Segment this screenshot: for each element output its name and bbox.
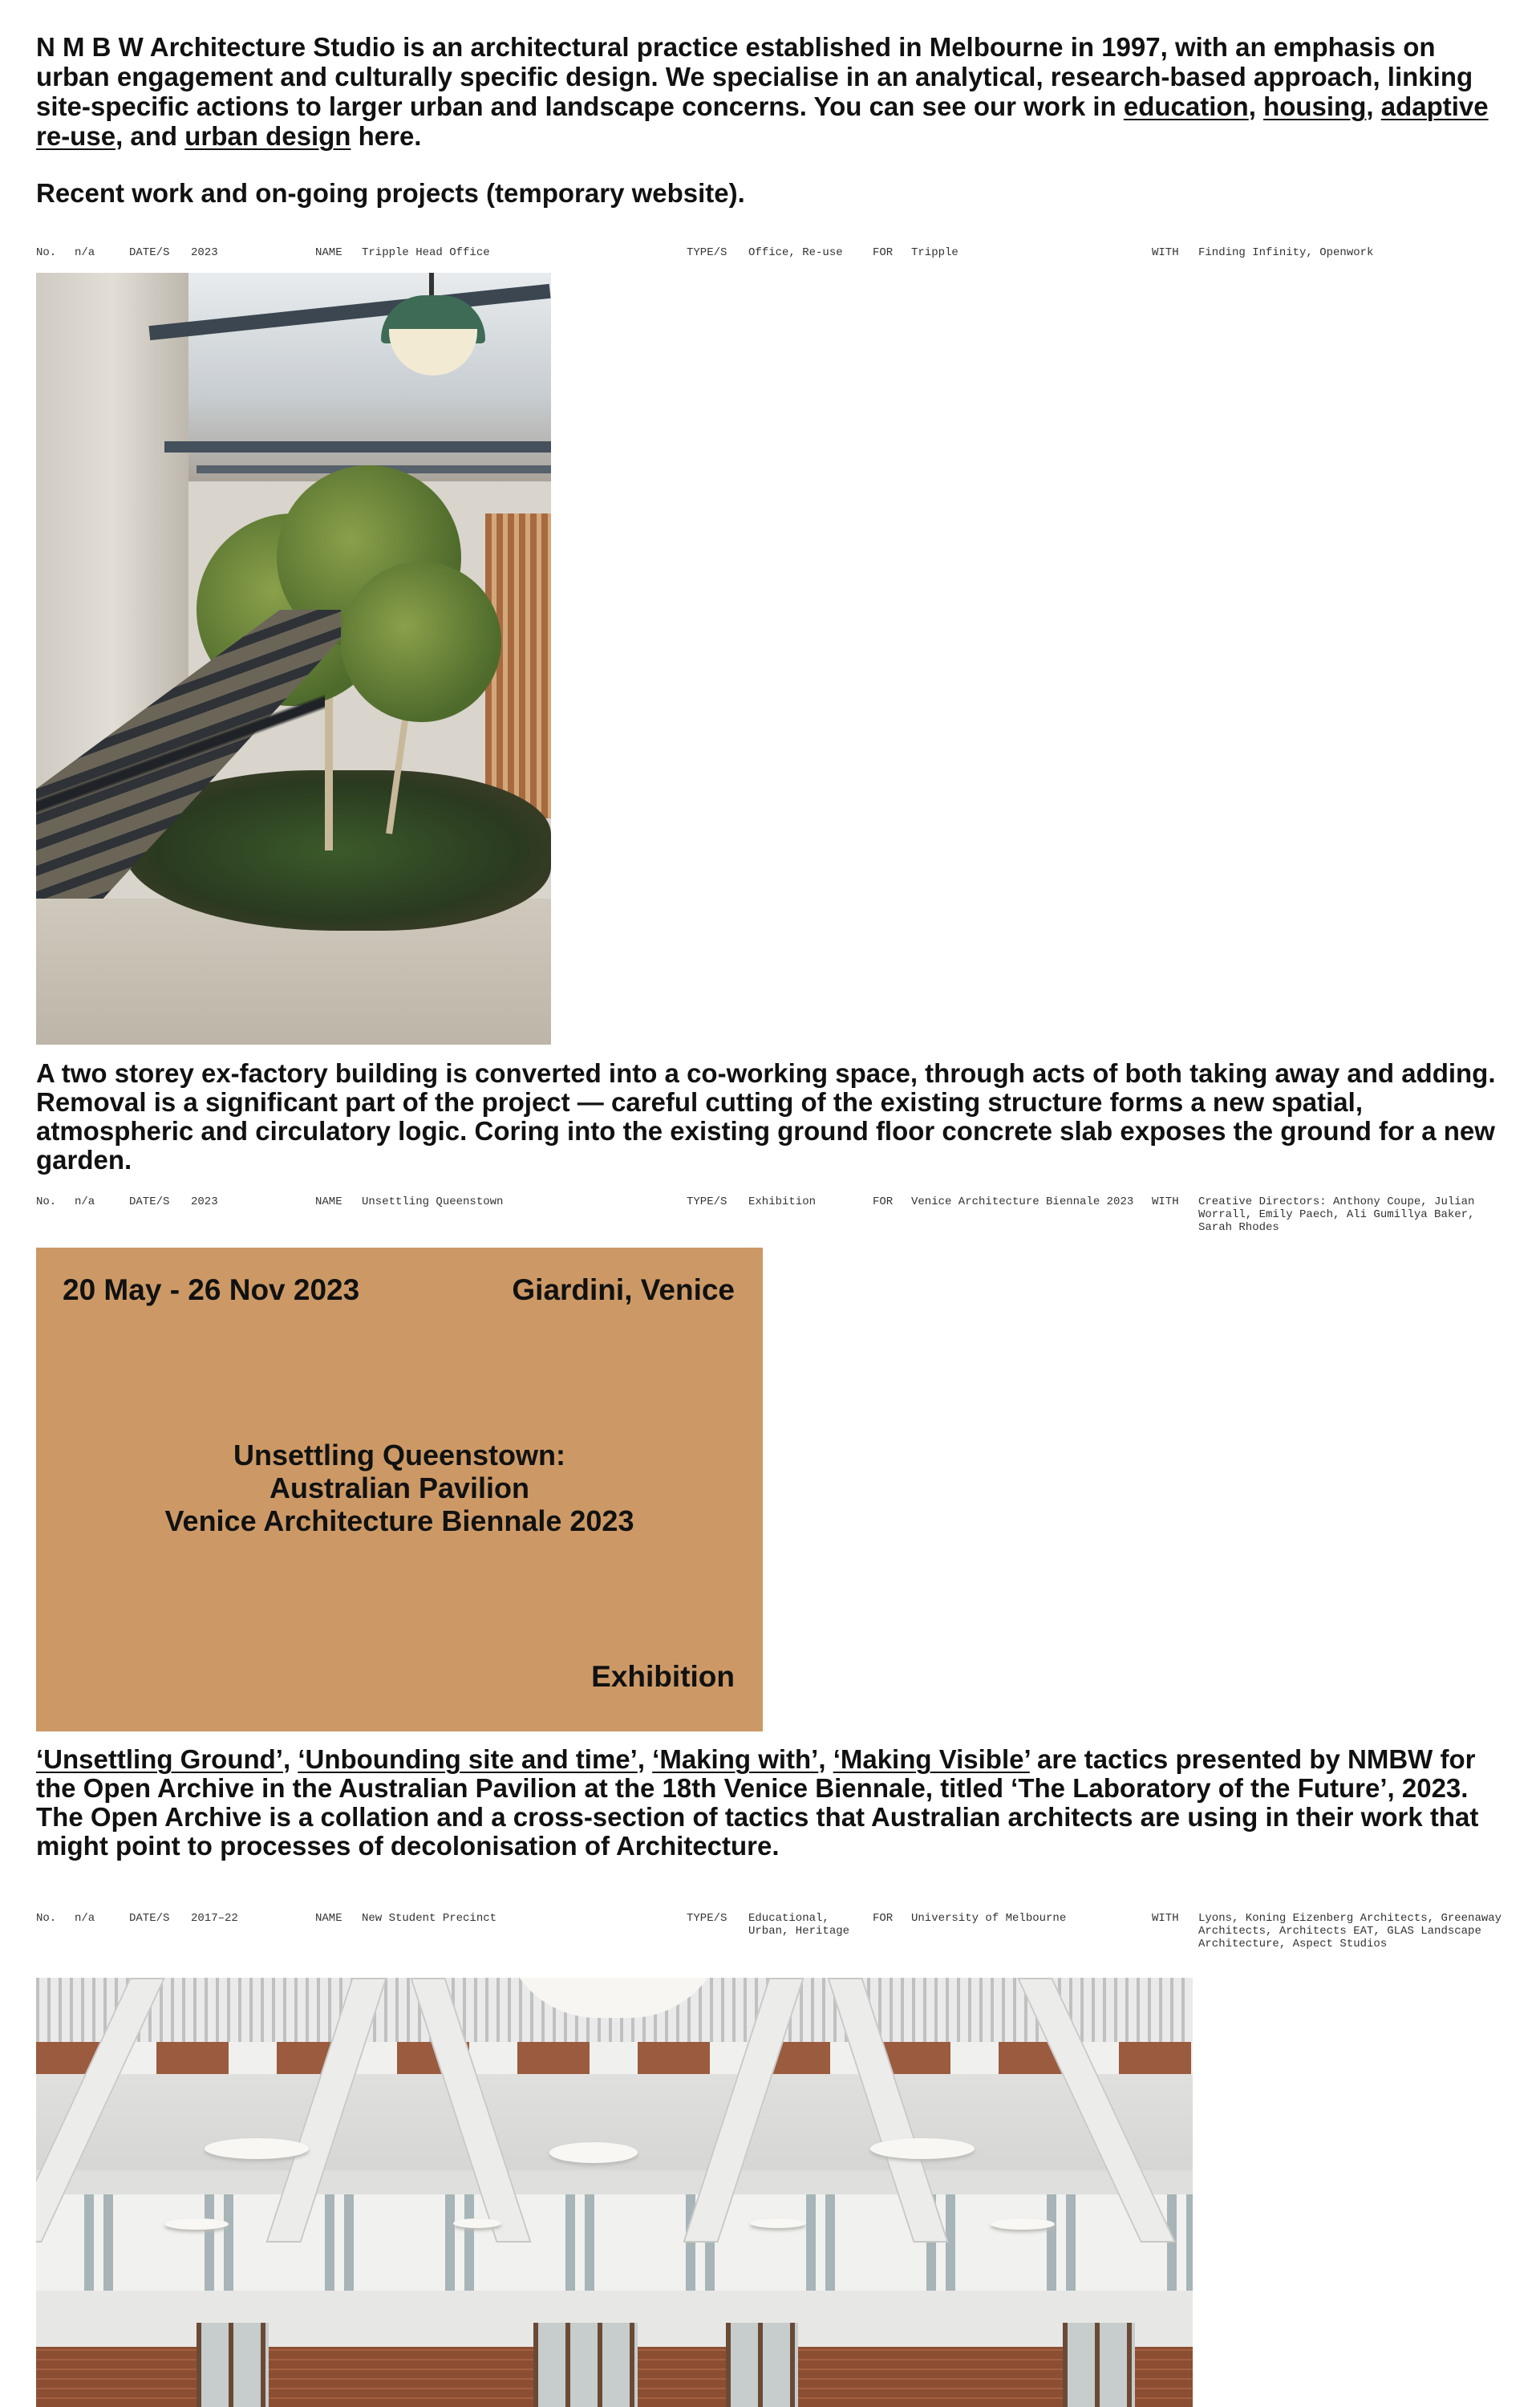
photo-disc-light: [205, 2138, 309, 2159]
project-photo-student-precinct[interactable]: [36, 1978, 1193, 2407]
link-urban-design[interactable]: urban design: [184, 121, 351, 151]
intro-sep: ,: [1248, 91, 1264, 121]
label-name: NAME: [315, 246, 342, 259]
photo-disc-light: [453, 2218, 501, 2228]
description-sep: ,: [818, 1744, 833, 1774]
project-dates: 2023: [191, 1195, 218, 1208]
project-no: n/a: [75, 1195, 95, 1208]
exhibition-title-line: Unsettling Queenstown:: [233, 1439, 565, 1471]
project-description: A two storey ex-factory building is converted into a co-working space, through acts of both taking away and adding. Removal is a significant part of the project — careful cutting of the existing structure forms a new spatial, atmospheric and circulatory logic. Coring into the existing ground floor concrete slab exposes the ground for a new garden.: [36, 1058, 1496, 1175]
photo-lamp-cord: [429, 273, 434, 297]
project-dates: 2023: [191, 246, 218, 259]
photo-beam: [164, 441, 551, 453]
exhibition-venue: Giardini, Venice: [512, 1273, 735, 1306]
project-with: Creative Directors: Anthony Coupe, Julian Worrall, Emily Paech, Ali Gumillya Baker, Sarah Rhodes: [1198, 1195, 1475, 1234]
project-for: Tripple: [911, 246, 958, 259]
project-name: Unsettling Queenstown: [362, 1195, 504, 1208]
link-unsettling-ground[interactable]: ‘Unsettling Ground’: [36, 1744, 283, 1774]
project-types: Educational, Urban, Heritage: [748, 1912, 850, 1938]
label-types: TYPE/S: [687, 1912, 727, 1925]
label-for: FOR: [873, 246, 894, 259]
label-types: TYPE/S: [687, 246, 727, 259]
link-unbounding-site[interactable]: ‘Unbounding site and time’: [298, 1744, 638, 1774]
label-with: WITH: [1152, 246, 1179, 259]
photo-tree-canopy: [341, 562, 501, 722]
photo-brick-band: [36, 2042, 1193, 2074]
description-sep: ,: [282, 1744, 298, 1774]
intro-tail: here.: [351, 121, 422, 151]
intro-sep: , and: [116, 121, 185, 151]
photo-disc-light: [164, 2218, 229, 2230]
exhibition-title-line: Australian Pavilion: [269, 1471, 530, 1504]
label-no: No.: [36, 1912, 57, 1925]
label-no: No.: [36, 246, 57, 259]
project-with: Lyons, Koning Eizenberg Architects, Greenaway Architects, Architects EAT, GLAS Landscape Architecture, Aspect Studios: [1198, 1912, 1502, 1950]
intro-sep: ,: [1366, 91, 1381, 121]
intro-paragraph: [36, 32, 1512, 151]
exhibition-dates: 20 May - 26 Nov 2023: [63, 1273, 360, 1306]
project-name: Tripple Head Office: [362, 246, 490, 259]
intro-lead: N M B W Architecture Studio is an architectural practice established in Melbourne in 1997, with an emphasis on urban engagement and culturally specific design. We specialise in an analytical, research-based approach, linking site-specific actions to larger urban and landscape concerns. You can see our work in: [36, 32, 1473, 121]
project-name: New Student Precinct: [362, 1912, 497, 1925]
label-with: WITH: [1152, 1195, 1179, 1208]
description-sep: ,: [637, 1744, 653, 1774]
project-with: Finding Infinity, Openwork: [1198, 246, 1374, 259]
photo-door: [1063, 2323, 1135, 2407]
project-no: n/a: [75, 1912, 95, 1925]
label-name: NAME: [315, 1195, 342, 1208]
project-no: n/a: [75, 246, 95, 259]
link-making-visible[interactable]: ‘Making Visible’: [833, 1744, 1030, 1774]
photo-disc-light: [870, 2138, 975, 2159]
photo-door: [197, 2323, 269, 2407]
photo-door: [533, 2323, 638, 2407]
project-photo-tripple[interactable]: [36, 273, 551, 1045]
project-for: University of Melbourne: [911, 1912, 1067, 1925]
link-adaptive-reuse[interactable]: adaptive re-use: [36, 91, 1489, 151]
project-description: [36, 1745, 1520, 1861]
photo-tree-trunk: [325, 690, 333, 850]
project-types: Office, Re-use: [748, 246, 843, 259]
project-for: Venice Architecture Biennale 2023: [911, 1195, 1134, 1208]
photo-disc-light: [750, 2218, 806, 2228]
label-name: NAME: [315, 1912, 342, 1925]
description-tail: are tactics presented by NMBW for the Open Archive in the Australian Pavilion at the 18th Venice Biennale, titled ‘The Laboratory of the Future’, 2023. The Open Archive is a collation and a cross-section of tactics that Australian architects are using in their work that might point to processes of decolonisation of Architecture.: [36, 1744, 1479, 1861]
project-dates: 2017–22: [191, 1912, 238, 1925]
section-subhead: Recent work and on-going projects (temporary website).: [36, 178, 745, 208]
label-dates: DATE/S: [129, 246, 170, 259]
label-dates: DATE/S: [129, 1912, 170, 1925]
photo-windows: [36, 2194, 1193, 2291]
label-for: FOR: [873, 1912, 894, 1925]
label-no: No.: [36, 1195, 57, 1208]
photo-door: [726, 2323, 798, 2407]
project-meta-row: [36, 1912, 1512, 1968]
exhibition-title-line: Venice Architecture Biennale 2023: [164, 1504, 634, 1537]
label-dates: DATE/S: [129, 1195, 170, 1208]
link-housing[interactable]: housing: [1263, 91, 1367, 121]
photo-handrail: [36, 610, 325, 899]
link-education[interactable]: education: [1123, 91, 1249, 121]
photo-disc-light: [549, 2142, 638, 2163]
exhibition-title: [36, 1439, 763, 1537]
label-with: WITH: [1152, 1912, 1179, 1925]
label-for: FOR: [873, 1195, 894, 1208]
project-meta-row: [36, 1195, 1512, 1252]
exhibition-kind: Exhibition: [591, 1660, 735, 1693]
link-making-with[interactable]: ‘Making with’: [652, 1744, 819, 1774]
project-types: Exhibition: [748, 1195, 817, 1208]
label-types: TYPE/S: [687, 1195, 727, 1208]
exhibition-card[interactable]: [36, 1248, 763, 1731]
photo-disc-light: [991, 2218, 1055, 2230]
